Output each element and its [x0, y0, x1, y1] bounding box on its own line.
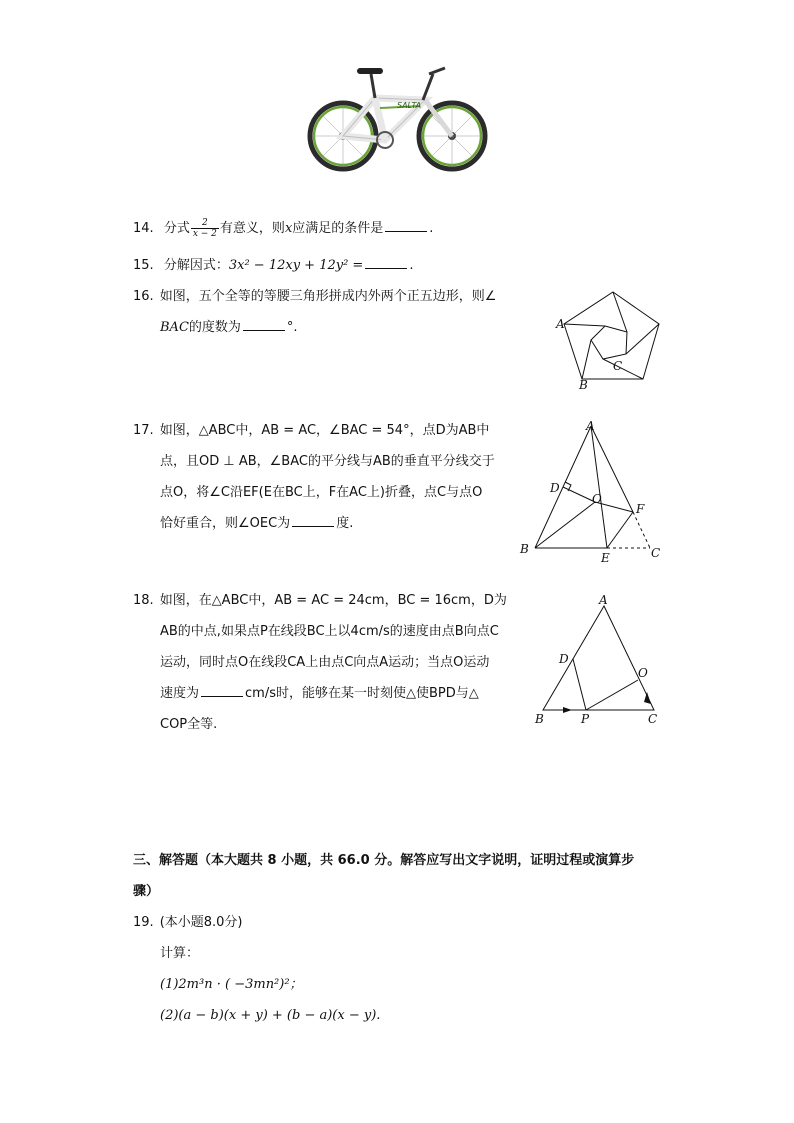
q18-line4: 速度为	[160, 686, 200, 701]
q14-end: .	[429, 221, 434, 236]
pentagon-diagram	[548, 286, 664, 392]
q19-part2: (2)(a − b)(x + y) + (b − a)(x − y).	[160, 1008, 381, 1023]
q18-figure	[528, 592, 666, 727]
folded-triangle-diagram	[515, 418, 665, 568]
answer-blank[interactable]	[385, 218, 427, 232]
question-14	[133, 213, 653, 244]
question-number: 14.	[133, 221, 154, 236]
label-o: O	[638, 666, 648, 680]
q17-line1: 如图，△ABC中，AB = AC，∠BAC = 54°，点D为AB中	[159, 423, 490, 438]
q17-line2: 点，且OD ⊥ AB，∠BAC的平分线与AB的垂直平分线交于	[160, 454, 495, 469]
q15-prefix: 分解因式：	[163, 258, 229, 273]
q14-post: 应满足的条件是	[292, 221, 384, 236]
label-d: D	[559, 652, 569, 666]
q18-line3: 运动，同时点O在线段CA上由点C向点A运动；当点O运动	[160, 655, 490, 670]
label-b: B	[535, 712, 544, 726]
q19-part1: (1)2m³n · ( −3mn²)²；	[160, 977, 303, 992]
label-e: E	[601, 551, 610, 565]
moving-points-diagram	[528, 592, 666, 727]
q18-line4-end: cm/s时，能够在某一时刻使△使BPD与△	[245, 686, 479, 701]
question-15	[133, 250, 653, 281]
label-f: F	[636, 502, 645, 516]
question-number: 15.	[133, 258, 154, 273]
q15-end: .	[409, 258, 414, 273]
label-p: P	[581, 712, 590, 726]
q17-line3: 点O，将∠C沿EF(E在BC上，F在AC上)折叠，点C与点O	[160, 485, 483, 500]
q14-fraction	[191, 218, 219, 239]
label-c: C	[648, 712, 658, 726]
question-16	[133, 281, 533, 343]
section-heading-line1: 三、解答题（本大题共 8 小题，共 66.0 分。解答应写出文字说明，证明过程或演算步	[133, 853, 635, 868]
question-19	[133, 907, 533, 1031]
q16-figure	[548, 286, 664, 392]
label-a: A	[586, 419, 595, 433]
q19-intro: 计算：	[160, 946, 200, 961]
q14-var: x	[284, 221, 293, 236]
question-18	[133, 585, 533, 740]
question-number: 18.	[133, 593, 154, 608]
q19-score: (本小题8.0分)	[159, 915, 243, 930]
bicycle-image	[305, 60, 490, 176]
label-c: C	[651, 546, 661, 560]
q18-line2: AB的中点,如果点P在线段BC上以4cm/s的速度由点B向点C	[160, 624, 499, 639]
q17-line4: 恰好重合，则∠OEC为	[160, 516, 291, 531]
question-number: 17.	[133, 423, 154, 438]
section-heading-line2: 骤）	[133, 884, 160, 899]
q16-line1: 如图，五个全等的等腰三角形拼成内外两个正五边形，则∠	[159, 289, 497, 304]
q18-line1: 如图，在△ABC中，AB = AC = 24cm，BC = 16cm，D为	[159, 593, 507, 608]
bicycle-drawing	[305, 60, 490, 176]
q14-prefix: 分式	[163, 221, 190, 236]
q16-line2: 的度数为	[188, 320, 241, 335]
label-b: B	[520, 542, 529, 556]
fraction-denominator: x − 2	[192, 229, 217, 239]
fraction-numerator: 2	[191, 218, 219, 229]
label-a: A	[599, 593, 608, 607]
question-number: 19.	[133, 915, 154, 930]
section-heading	[133, 845, 693, 907]
question-17	[133, 415, 533, 539]
q14-middle: 有意义，则	[219, 221, 285, 236]
answer-blank[interactable]	[365, 255, 407, 269]
label-o: O	[592, 492, 602, 506]
answer-blank[interactable]	[292, 513, 334, 527]
question-number: 16.	[133, 289, 154, 304]
q17-line4-end: 度.	[336, 516, 354, 531]
q17-figure	[515, 418, 665, 568]
answer-blank[interactable]	[243, 317, 285, 331]
q16-angle-name: BAC	[160, 320, 189, 335]
label-b: B	[579, 378, 588, 392]
bike-frame-text: SALTA	[397, 101, 422, 110]
q16-end: °.	[286, 320, 298, 335]
label-c: C	[613, 359, 623, 373]
answer-blank[interactable]	[201, 683, 243, 697]
q15-expression: 3x² − 12xy + 12y² =	[228, 258, 364, 273]
q18-line5: COP全等.	[160, 717, 218, 732]
label-a: A	[556, 317, 565, 331]
label-d: D	[550, 481, 560, 495]
